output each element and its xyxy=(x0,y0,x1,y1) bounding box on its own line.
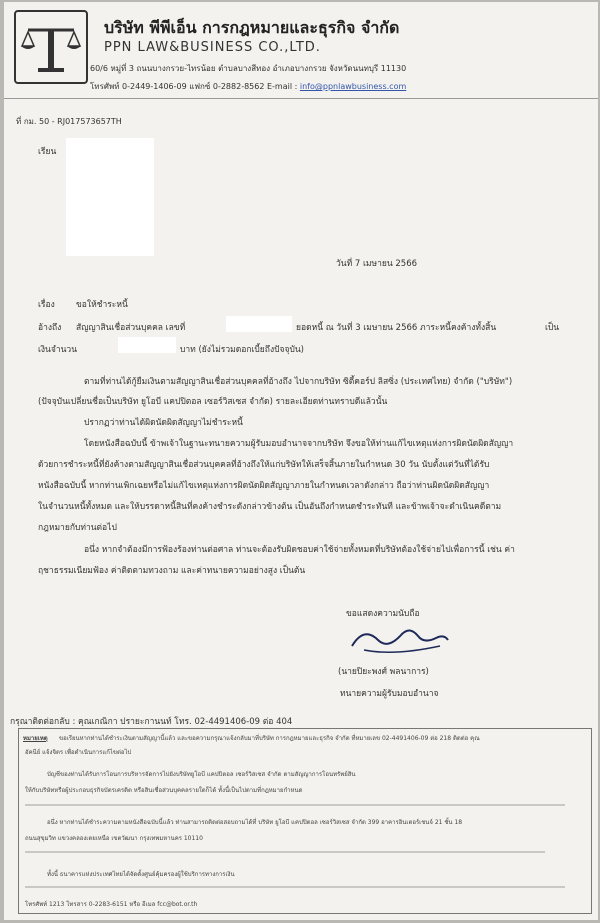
email-link[interactable]: info@ppnlawbusiness.com xyxy=(299,82,407,91)
signature-icon xyxy=(344,620,454,660)
paragraph-line: ด้วยการชำระหนี้ที่ยังค้างตามสัญญาสินเชื่อส่วนบุคคลที่อ้างถึงให้แก่บริษัทให้เสร็จสิ้นภายในกำหนด 30 วัน นับตั้งแต่วันที่ได้รับ xyxy=(38,460,490,470)
paragraph-line: โดยหนังสือฉบับนี้ ข้าพเจ้าในฐานะทนายความผู้รับมอบอำนาจจากบริษัท จึงขอให้ท่านแก้ไขเหตุแห่งการผิดนัดผิดสัญญา xyxy=(84,439,514,449)
paragraph-line: ปรากฏว่าท่านได้ผิดนัดผิดสัญญาไม่ชำระหนี้ xyxy=(84,418,243,428)
scales-logo xyxy=(14,10,88,84)
notice-line: ทั้งนี้ ธนาคารแห่งประเทศไทยได้จัดตั้งศูนย์คุ้มครองผู้ใช้บริการทางการเงิน xyxy=(47,871,235,878)
notice-line: อนึ่ง หากท่านได้ชำระความตามหนังสือฉบับนี้แล้ว ท่านสามารถติดต่อสอบถามได้ที่ บริษัท ยูโอบี แคปปิตอล เซอร์วิสเซส จำกัด 399 อาคารอินเตอร์เชนจ์ 21 ชั้น 18 xyxy=(47,819,463,826)
reference-number: ที่ กม. 50 - RJ017573657TH xyxy=(16,117,122,126)
recipient-label: เรียน xyxy=(38,147,57,157)
paragraph-line: ฤชาธรรมเนียมฟ้อง ค่าติดตามทวงถาม และค่าทนายความอย่างสูง เป็นต้น xyxy=(38,566,306,576)
paragraph-line: (ปัจจุบันเปลี่ยนชื่อเป็นบริษัท ยูโอบี แคปปิตอล เซอร์วิสเซส จำกัด) รายละเอียดท่านทราบดีแล้วนั้น xyxy=(38,397,388,407)
company-contact xyxy=(90,80,406,93)
closing: ขอแสดงความนับถือ xyxy=(346,609,420,619)
reference-part2: ยอดหนี้ ณ วันที่ 3 เมษายน 2566 ภาระหนี้คงค้างทั้งสิ้น xyxy=(296,323,497,333)
notice-line: อัคนีย์ แจ้งจิตร เพื่อดำเนินการแก้ไขต่อไป xyxy=(25,749,132,756)
subject-label: เรื่อง xyxy=(38,300,55,310)
redacted-recipient xyxy=(66,138,154,256)
contact-numbers: โทรศัพท์ 0-2449-1406-09 แฟกซ์ 0-2882-8562 E-mail : xyxy=(90,82,298,91)
notice-line: ถนนสุขุมวิท แขวงคลองเตยเหนือ เขตวัฒนา กรุงเทพมหานคร 10110 xyxy=(25,835,203,842)
notice-filler xyxy=(25,804,565,806)
notice-box xyxy=(18,728,592,914)
notice-line: ให้กับบริษัทหรือผู้ประกอบธุรกิจบัตรเครดิต หรือสินเชื่อส่วนบุคคลรายใดก็ได้ ทั้งนี้เป็นไปตามที่กฎหมายกำหนด xyxy=(25,787,303,794)
reference-label: อ้างถึง xyxy=(38,323,62,333)
scales-icon xyxy=(16,12,86,82)
paragraph-line: ในจำนวนหนี้ทั้งหมด และให้บรรดาหนี้สินที่คงค้างชำระดังกล่าวข้างต้น เป็นอันถึงกำหนดชำระทันที และข้าพเจ้าจะดำเนินคดีตาม xyxy=(38,502,502,512)
redacted-contract-number xyxy=(226,316,292,332)
amount-prefix: เงินจำนวน xyxy=(38,345,78,355)
notice-label: หมายเหตุ xyxy=(23,735,48,742)
notice-filler xyxy=(25,886,565,888)
paragraph-line: อนึ่ง หากจำต้องมีการฟ้องร้องท่านต่อศาล ท่านจะต้องรับผิดชอบค่าใช้จ่ายทั้งหมดที่บริษัทต้องใช้จ่ายไปเพื่อการนี้ เช่น ค่า xyxy=(84,545,515,555)
subject-text: ขอให้ชำระหนี้ xyxy=(76,300,128,310)
signer-title: ทนายความผู้รับมอบอำนาจ xyxy=(340,689,439,699)
reference-part3: เป็น xyxy=(545,323,560,333)
redacted-amount xyxy=(118,337,176,353)
notice-line: ขอเรียนหากท่านได้ชำระเงินตามสัญญานี้แล้ว และขอความกรุณาแจ้งกลับมาที่บริษัท การกฎหมายและธุรกิจ จำกัด ที่หมายเลข 02-4491406-09 ต่อ 218 ติดต่อ คุณ xyxy=(59,735,480,742)
company-address: 60/6 หมู่ที่ 3 ถนนบางกรวย-ไทรน้อย ตำบลบางสีทอง อำเภอบางกรวย จังหวัดนนทบุรี 11130 xyxy=(90,64,407,73)
notice-filler xyxy=(25,851,545,853)
header-divider xyxy=(4,98,598,99)
paragraph-line: หนังสือฉบับนี้ หากท่านเพิกเฉยหรือไม่แก้ไขเหตุแห่งการผิดนัดผิดสัญญาภายในกำหนดเวลาดังกล่าว ถือว่าท่านผิดนัดผิดสัญญา xyxy=(38,481,490,491)
contact-back: กรุณาติดต่อกลับ : คุณเกณิกา ปรายะกานนท์ โทร. 02-4491406-09 ต่อ 404 xyxy=(10,717,293,727)
letter-page xyxy=(4,2,598,920)
reference-part1: สัญญาสินเชื่อส่วนบุคคล เลขที่ xyxy=(76,323,186,333)
notice-line: บัญชีของท่านได้รับการโอนการบริหารจัดการไปยังบริษัทยูโอบี แคปปิตอล เซอร์วิสเซส จำกัด ตามสัญญาการโอนทรัพย์สิน xyxy=(47,771,356,778)
signer-name: (นายปิยะพงศ์ พลนาการ) xyxy=(338,667,429,677)
notice-line: โทรศัพท์ 1213 โทรสาร 0-2283-6151 หรือ อีเมล fcc@bot.or.th xyxy=(25,901,198,908)
amount-suffix: บาท (ยังไม่รวมดอกเบี้ยถึงปัจจุบัน) xyxy=(180,345,304,355)
company-name-en: PPN LAW&BUSINESS CO.,LTD. xyxy=(104,40,321,55)
paragraph-line: กฎหมายกับท่านต่อไป xyxy=(38,523,117,533)
letter-date: วันที่ 7 เมษายน 2566 xyxy=(336,259,418,269)
company-name-th: บริษัท พีพีเอ็น การกฎหมายและธุรกิจ จำกัด xyxy=(104,18,400,37)
paragraph-line: ตามที่ท่านได้กู้ยืมเงินตามสัญญาสินเชื่อส่วนบุคคลที่อ้างถึง ไปจากบริษัท ซิตี้คอร์ป ลิสซิ่ง (ประเทศไทย) จำกัด ("บริษัท") xyxy=(84,377,513,387)
